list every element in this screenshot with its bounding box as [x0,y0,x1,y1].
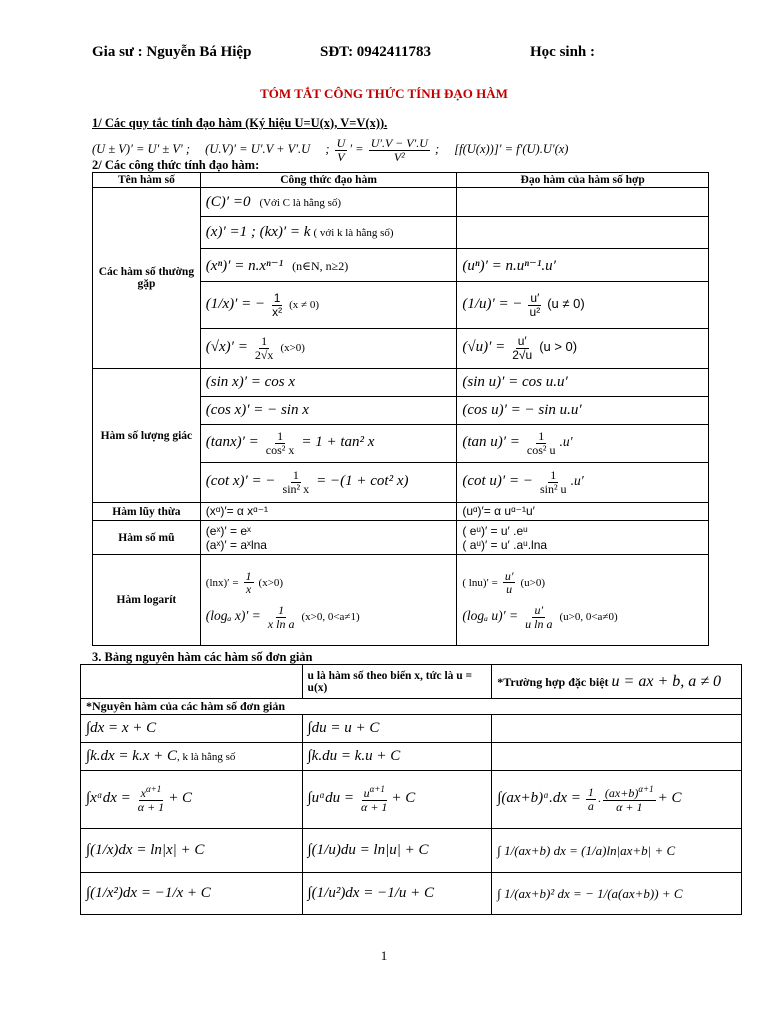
int-inv-u: ∫(1/u)du = ln|u| + C [307,842,429,858]
page-number: 1 [380,948,388,963]
antiderivative-table: u là hàm số theo biến x, tức là u = u(x) *Trường hợp đặc biệt u = ax + b, a ≠ 0 *Nguyên hàm của các hàm số đơn giản ∫dx = x + C ∫du = u + C ∫k.dx = k.x + C, k là hằng số ∫k.du = k.u + C ∫xᵅdx = $\frac{x^{\alpha+1}}{\alpha + 1}$ + C ∫uᵅdu = $\frac{u^{\alpha+1}}{\alpha + 1}$ + C ∫(ax+b)ᵅ.dx = $\frac{1}{a}$ . $\frac{(ax+b)^{\alpha+1}}{\alpha + 1}$ + C ∫(1/x)dx = ln|x| + C ∫(1/u)du = ln|u| + C ∫ 1/(ax+b) dx = (1/a)ln|ax+b| + C ∫(1/x²)dx = −1/x + C ∫(1/u²)dx = −1/u + C ∫ 1/(ax+b)² dx = − 1/(a(ax+b)) + C [80,664,742,915]
f-cot: (cot x)′ = − [205,473,276,490]
section3-label: 3. Bảng nguyên hàm các hàm số đơn giản [92,650,313,664]
f-ucot: (cot u)′ = − [462,473,533,490]
f-lnu-cond: (u>0) [520,576,546,589]
cat-common: Các hàm số thường gặp [93,188,201,369]
int-kdx-note: , k là hằng số [177,751,236,763]
f-exp-ua: ( aᵘ)′ = u′ .aᵘ.lna [462,537,548,552]
f-log-cond: (x>0, 0<a≠1) [301,610,360,623]
col-head-name: Tên hàm số [93,173,201,188]
tutor-name: Gia sư : Nguyễn Bá Hiệp [92,44,252,60]
f-uinverse-cond: (u ≠ 0) [547,295,585,311]
f-log: (logₐ x)′ = [205,607,261,623]
col3-head: *Trường hợp đặc biệt [497,674,609,689]
rule-product: (U.V)′ = U′.V + V′.U [205,141,311,156]
int-inv-x: ∫(1/x)dx = ln|x| + C [86,842,205,858]
f-exp-a: (aˣ)′ = aˣlna [205,537,267,552]
int-ualpha: ∫uᵅdu = [307,790,355,807]
f-const-note: (Với C là hằng số) [259,196,342,209]
int-inv-axb2: ∫ 1/(ax+b)² dx = − 1/(a(ax+b)) + C [497,885,683,901]
f-inverse: (1/x)′ = − [205,295,266,312]
cat-trig: Hàm số lượng giác [93,369,201,503]
f-tan: (tanx)′ = [205,434,259,451]
col2-head: u là hàm số theo biến x, tức là u = u(x) [307,669,473,694]
col-head-formula: Công thức đạo hàm [200,173,457,188]
f-usin: (sin u)′ = cos u.u′ [462,374,568,390]
sub-head: *Nguyên hàm của các hàm số đơn giản [81,699,742,715]
col-head-composite: Đạo hàm của hàm số hợp [457,173,709,188]
f-power-x: (xᵅ)′= α xᵅ⁻¹ [205,504,269,518]
int-kdu: ∫k.du = k.u + C [307,748,401,764]
f-utan: (tan u)′ = [462,434,520,451]
rule-quotient: ; $\frac{U}{V}$ ′ = $\frac{U'.V - V'.U}{\text{V²}}$ ; [325,136,440,164]
int-dx: ∫dx = x + C [86,720,157,736]
rule-sum: (U ± V)′ = U′ ± V′ ; [92,141,191,156]
f-power-u: (uᵅ)′= α uᵅ⁻¹u′ [462,504,535,518]
f-un: (uⁿ)′ = n.uⁿ⁻¹.u′ [462,257,556,274]
int-inv-x2: ∫(1/x²)dx = −1/x + C [86,885,211,901]
f-lnu: ( lnu)′ = [462,576,498,589]
f-x-note: ( với k là hằng số) [313,227,394,239]
f-sin: (sin x)′ = cos x [205,374,296,390]
f-usqrt-cond: (u > 0) [539,339,578,355]
f-usqrt: (√u)′ = [462,339,506,356]
section1-label: 1/ Các quy tắc tính đạo hàm (Ký hiệu U=U(x), V=V(x)). [92,116,388,130]
f-x: (x)′ =1 ; (kx)′ = k [205,224,311,240]
f-logu-cond: (u>0, 0<a≠0) [559,610,618,623]
f-sqrt-cond: (x>0) [280,342,305,355]
section2-label: 2/ Các công thức tính đạo hàm: [92,158,260,172]
col3-formula: u = ax + b, a ≠ 0 [611,672,722,690]
cat-log: Hàm logarít [93,555,201,646]
cat-power: Hàm lũy thừa [93,503,201,521]
int-kdx: ∫k.dx = k.x + C [86,748,177,764]
f-logu: (logₐ u)′ = [462,607,519,623]
f-exp-ue: ( eᵘ)′ = u′ .eᵘ [462,523,528,538]
int-du: ∫du = u + C [307,720,380,736]
f-xn-cond: (n∈N, n≥2) [292,258,349,273]
cat-exp: Hàm số mũ [93,521,201,555]
derivative-table: Tên hàm số Công thức đạo hàm Đạo hàm của hàm số hợp Các hàm số thường gặp (C)′ =0 (Với C là hằng số) (x)′ =1 ; (kx)′ = k ( với k là hằng số) (xⁿ)′ = n.xⁿ⁻¹ (n∈N, n≥2) (uⁿ)′ = n.uⁿ⁻¹.u′ (1/x)′ = − $\frac{1}{\text{x²}}$ (x ≠ 0) (1/u)′ = − $\frac{u'}{\text{u²}}$ (u ≠ 0) (√x)′ = $\frac{1}{2√x}$ (x>0) (√u)′ = $\frac{u'}{2√u}$ (u > 0) Hàm số lượng giác (sin x)′ = cos x (sin u)′ = cos u.u′ (cos x)′ = − sin x (cos u)′ = − sin u.u′ (tanx)′ = $\frac{1}{\text{cos² x}}$ = 1 + tan² x (tan u)′ = $\frac{1}{\text{cos² u}}$ .u′ (cot x)′ = − $\frac{1}{\text{sin² x}}$ = −(1 + cot² x) (cot u)′ = − $\frac{1}{\text{sin² u}}$ .u′ Hàm lũy thừa (xᵅ)′= α xᵅ⁻¹ (uᵅ)′= α uᵅ⁻¹u′ Hàm số mũ (eˣ)′ = eˣ (aˣ)′ = aˣlna ( eᵘ)′ = u′ .eᵘ ( aᵘ)′ = u′ .aᵘ.lna Hàm logarít (lnx)′ = $\frac{1}{x}$ (x>0) (logₐ x)′ = $\frac{1}{\text{x ln a}}$ (x>0, 0<a≠1) ( lnu)′ = $\frac{u'}{u}$ (u>0) (logₐ u)′ = $\frac{u'}{\text{u ln a}}$ (u>0, 0<a≠0) [92,172,709,646]
int-axb-alpha: ∫(ax+b)ᵅ.dx = [497,790,581,807]
f-sqrt: (√x)′ = [205,339,248,356]
f-inverse-cond: (x ≠ 0) [289,298,320,311]
page-title: TÓM TẮT CÔNG THỨC TÍNH ĐẠO HÀM [260,86,508,101]
rule-chain: [f(U(x))]′ = f′(U).U′(x) [454,141,569,156]
f-xn: (xⁿ)′ = n.xⁿ⁻¹ [205,257,284,274]
f-ln-cond: (x>0) [258,576,284,589]
int-inv-u2: ∫(1/u²)dx = −1/u + C [307,885,435,901]
int-xalpha: ∫xᵅdx = [86,790,131,807]
f-cos: (cos x)′ = − sin x [205,402,309,418]
f-cot-rhs: = −(1 + cot² x) [316,473,409,490]
f-exp-e: (eˣ)′ = eˣ [205,523,251,538]
f-const: (C)′ =0 [205,193,251,210]
phone-number: SĐT: 0942411783 [320,44,431,60]
int-inv-axb: ∫ 1/(ax+b) dx = (1/a)ln|ax+b| + C [497,842,676,858]
student-label: Học sinh : [530,44,596,60]
f-uinverse: (1/u)′ = − [462,295,523,312]
f-ucos: (cos u)′ = − sin u.u′ [462,402,582,418]
f-tan-rhs: = 1 + tan² x [301,434,375,451]
f-ln: (lnx)′ = [205,576,239,589]
